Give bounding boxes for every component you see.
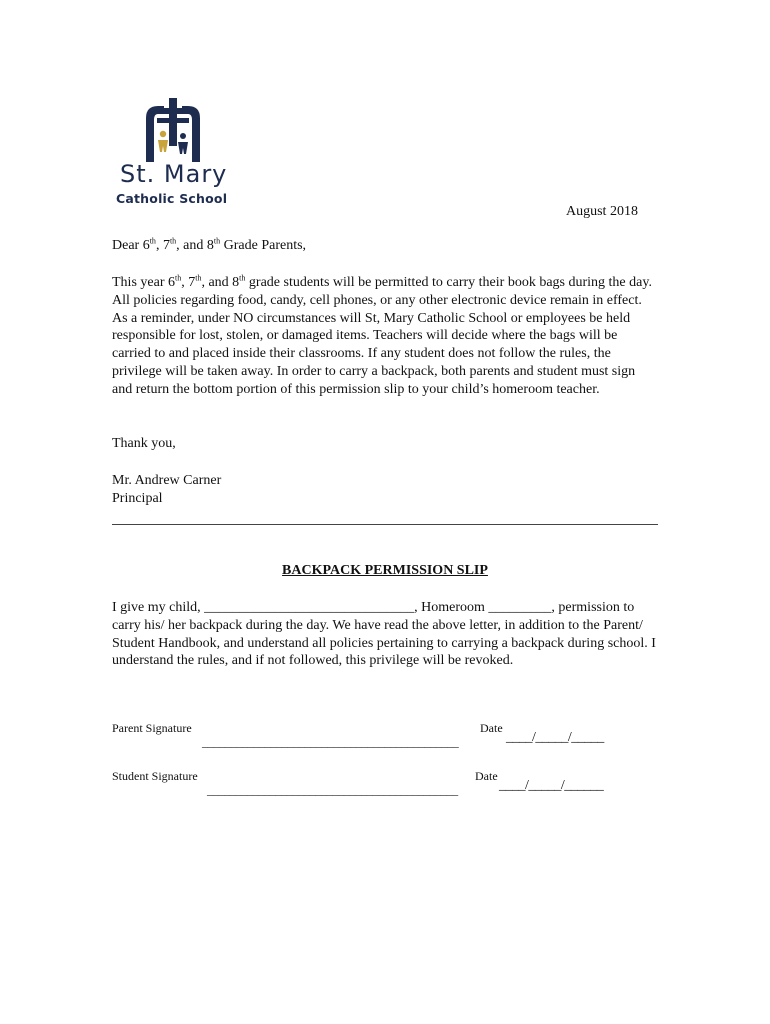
- student-signature-label: Student Signature: [112, 769, 198, 783]
- student-date-label: Date: [475, 769, 498, 783]
- logo-school-name: St. Mary: [120, 160, 228, 188]
- student-signature-line[interactable]: ____________________________________________: [207, 783, 458, 797]
- parent-date-line[interactable]: ____/_____/_____: [506, 730, 604, 745]
- signer-title: Principal: [112, 490, 163, 506]
- school-logo: [112, 98, 237, 210]
- letter-closing: Thank you,: [112, 436, 176, 451]
- letter-signer: [112, 472, 221, 508]
- logo-school-subtitle: Catholic School: [116, 191, 228, 206]
- student-date-line[interactable]: ____/_____/______: [499, 778, 604, 793]
- tear-off-divider: [112, 524, 658, 525]
- letter-greeting: Dear 6th, 7th, and 8th Grade Parents,: [112, 236, 307, 253]
- slip-title: BACKPACK PERMISSION SLIP: [282, 563, 488, 578]
- cross-arch-logo-icon: [142, 98, 204, 162]
- letter-body: This year 6th, 7th, and 8th grade students will be permitted to carry their book bags during the day. All policies regarding food, candy, cell phones, or any other electronic device remain in effect. As a reminder, under NO circumstances will St, Mary Catholic School or employees be held responsible for lost, stolen, or damaged items. Teachers will decide where the bags will be carried to and placed inside their classrooms. If any student does not follow the rules, the privilege will be taken away. In order to carry a backpack, both parents and student must sign and return the bottom portion of this permission slip to your child’s homeroom teacher.: [112, 273, 652, 397]
- parent-signature-label: Parent Signature: [112, 721, 192, 735]
- signer-name: Mr. Andrew Carner: [112, 473, 222, 488]
- parent-signature-line[interactable]: _____________________________________________: [202, 735, 459, 749]
- parent-date-label: Date: [480, 721, 503, 735]
- letter-date: August 2018: [566, 204, 638, 219]
- slip-text: I give my child, ______________________________, Homeroom _________, permission to carry his/ her backpack during the day. We have read the above letter, in addition to the Parent/ Student Handbook, and understand all policies pertaining to carrying a backpack during school. I understand the rules, and if not followed, this privilege will be revoked.: [112, 600, 656, 669]
